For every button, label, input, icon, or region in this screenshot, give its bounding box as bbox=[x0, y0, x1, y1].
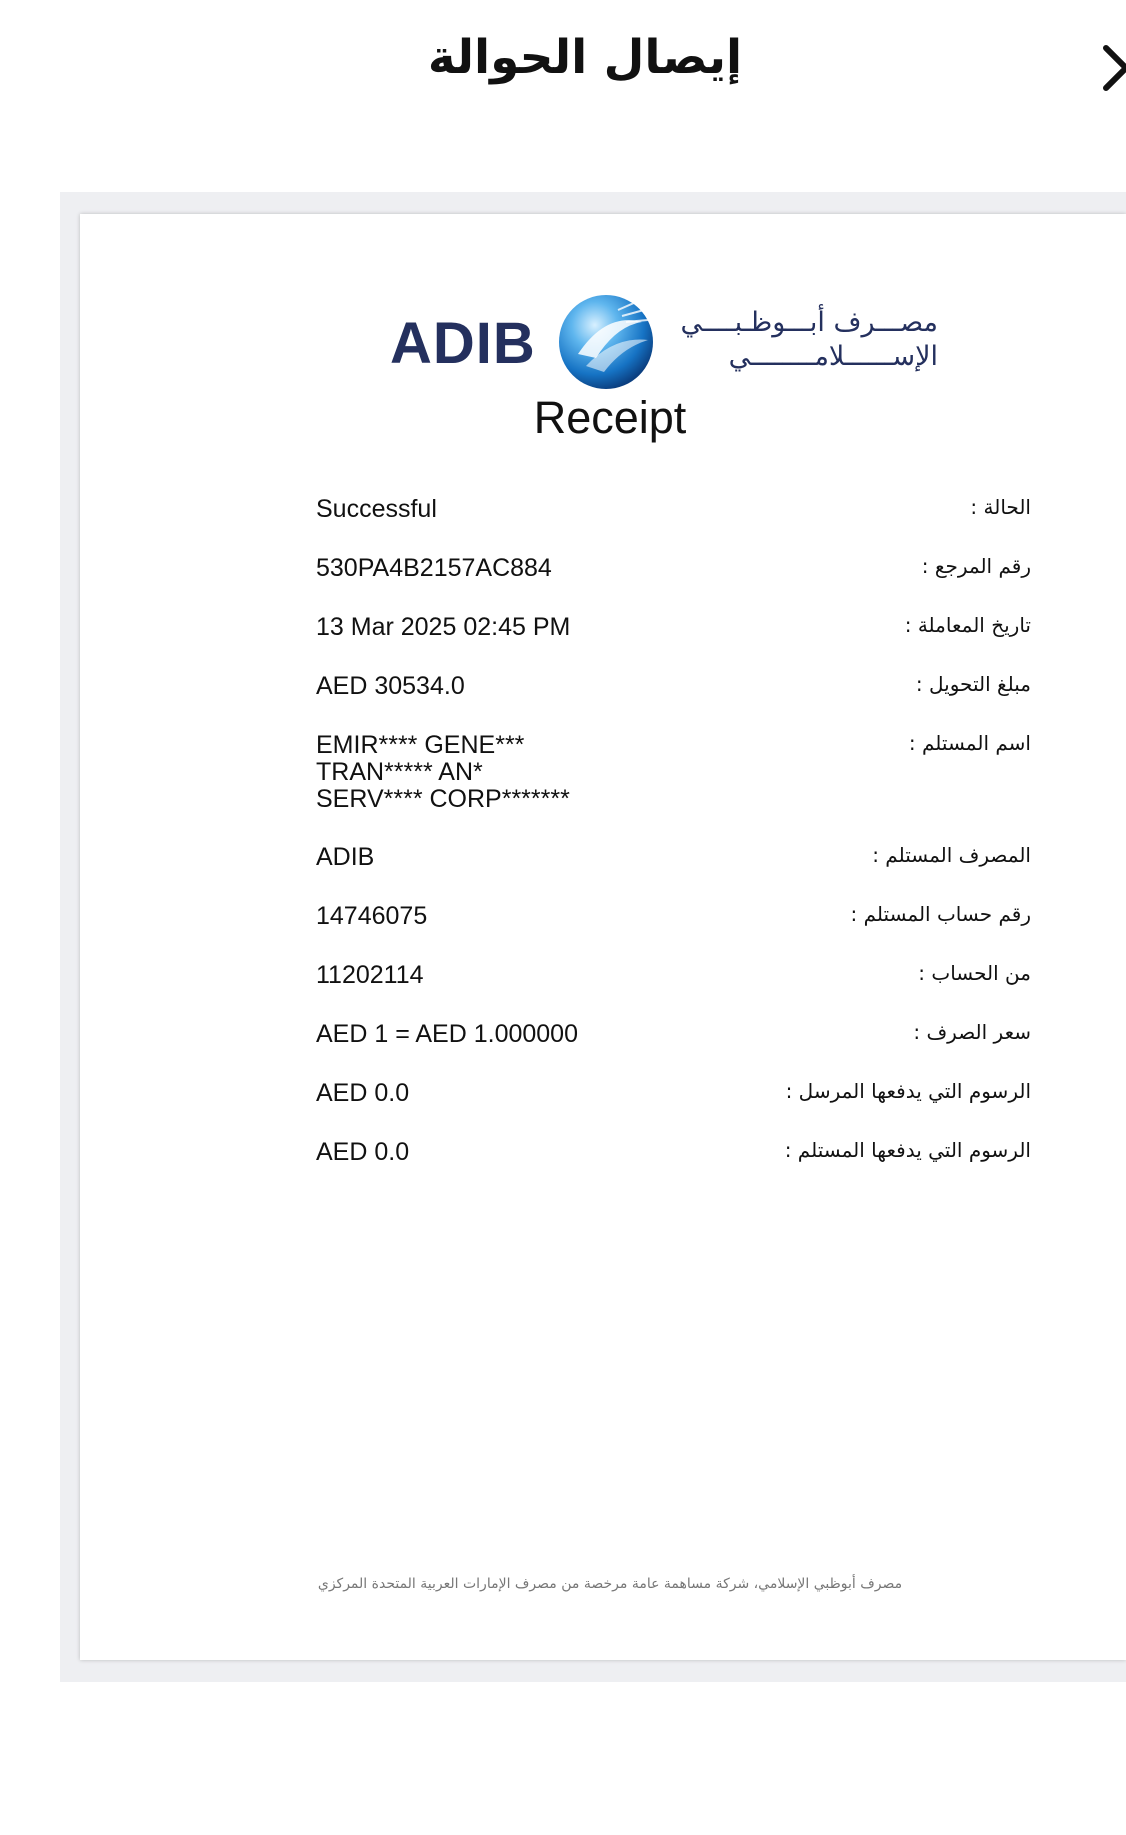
row-beneficiary-account bbox=[316, 903, 1036, 931]
footer-disclaimer: مصرف أبوظبي الإسلامي، شركة مساهمة عامة مرخصة من مصرف الإمارات العربية المتحدة المركزي bbox=[317, 1576, 903, 1592]
row-beneficiary-fees bbox=[316, 1139, 1036, 1167]
date-label: تاريخ المعاملة : bbox=[904, 613, 1031, 637]
page-title: إيصال الحوالة bbox=[427, 30, 743, 85]
status-label: الحالة : bbox=[970, 495, 1031, 519]
beneficiary-name-value: EMIR**** GENE*** TRAN***** AN* SERV**** CORP******* bbox=[316, 731, 570, 813]
amount-label: مبلغ التحويل : bbox=[915, 672, 1031, 696]
logo-arabic-line1: مصـــرف أبـــوظـبــــي bbox=[680, 307, 938, 338]
row-sender-fees bbox=[316, 1080, 1036, 1108]
logo-arabic-text bbox=[670, 306, 938, 374]
status-value: Successful bbox=[316, 495, 437, 523]
beneficiary-fees-label: الرسوم التي يدفعها المستلم : bbox=[784, 1138, 1031, 1162]
row-status bbox=[316, 496, 1036, 524]
sender-fees-value: AED 0.0 bbox=[316, 1079, 410, 1107]
logo-latin-text: ADIB bbox=[390, 311, 536, 376]
sender-fees-label: الرسوم التي يدفعها المرسل : bbox=[785, 1079, 1031, 1103]
chevron-right-icon bbox=[1100, 38, 1126, 98]
row-exchange-rate bbox=[316, 1021, 1036, 1049]
row-from-account bbox=[316, 962, 1036, 990]
row-beneficiary-name bbox=[316, 732, 1036, 813]
beneficiary-fees-value: AED 0.0 bbox=[316, 1138, 410, 1166]
row-amount bbox=[316, 673, 1036, 701]
beneficiary-bank-value: ADIB bbox=[316, 843, 375, 871]
from-account-value: 11202114 bbox=[316, 961, 424, 989]
back-button[interactable] bbox=[1100, 38, 1126, 98]
row-date bbox=[316, 614, 1036, 642]
amount-value: AED 30534.0 bbox=[316, 672, 465, 700]
beneficiary-bank-label: المصرف المستلم : bbox=[872, 843, 1031, 867]
exchange-rate-value: AED 1 = AED 1.000000 bbox=[316, 1020, 578, 1048]
beneficiary-account-label: رقم حساب المستلم : bbox=[850, 902, 1031, 926]
from-account-label: من الحساب : bbox=[918, 961, 1031, 985]
reference-value: 530PA4B2157AC884 bbox=[316, 554, 552, 582]
reference-label: رقم المرجع : bbox=[921, 554, 1031, 578]
globe-icon bbox=[556, 292, 656, 392]
logo-arabic-line2: الإســــــلامــــــــي bbox=[728, 341, 938, 372]
beneficiary-account-value: 14746075 bbox=[316, 902, 428, 930]
receipt-viewer[interactable] bbox=[60, 192, 1126, 1682]
adib-logo bbox=[390, 292, 950, 392]
receipt-heading: Receipt bbox=[533, 392, 687, 443]
beneficiary-name-label: اسم المستلم : bbox=[908, 731, 1031, 755]
receipt-document bbox=[80, 214, 1126, 1660]
receipt-details bbox=[316, 496, 1036, 1198]
row-reference bbox=[316, 555, 1036, 583]
date-value: 13 Mar 2025 02:45 PM bbox=[316, 613, 571, 641]
row-beneficiary-bank bbox=[316, 844, 1036, 872]
exchange-rate-label: سعر الصرف : bbox=[913, 1020, 1031, 1044]
